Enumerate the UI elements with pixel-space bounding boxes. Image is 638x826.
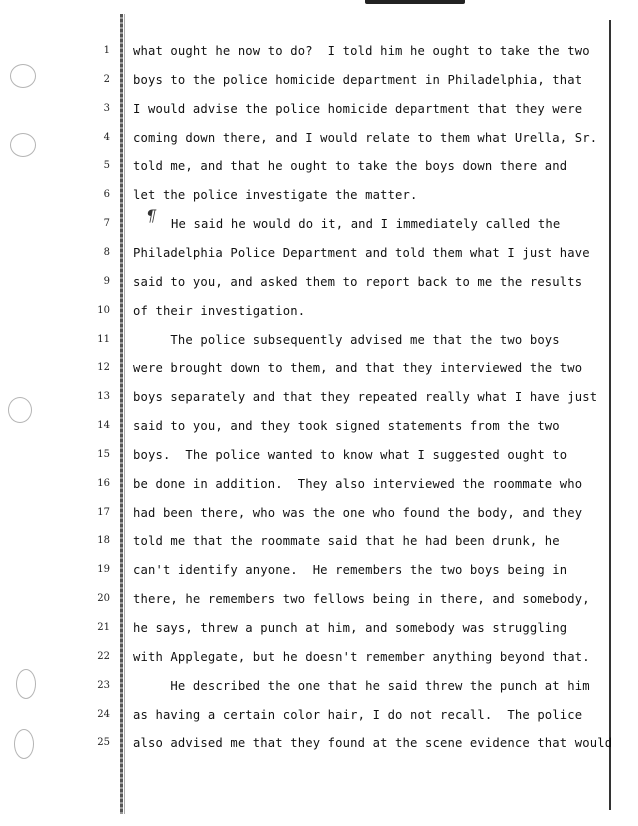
transcript-line: said to you, and asked them to report back to me the results bbox=[133, 274, 583, 289]
line-number: 24 bbox=[97, 708, 110, 720]
transcript-line: let the police investigate the matter. bbox=[133, 188, 418, 203]
transcript-line: I would advise the police homicide department that they were bbox=[133, 101, 583, 116]
handwritten-paragraph-mark: ¶ bbox=[146, 206, 157, 225]
line-number: 20 bbox=[97, 593, 110, 605]
line-number: 14 bbox=[97, 420, 110, 432]
line-number: 17 bbox=[97, 506, 110, 518]
transcript-line: he says, threw a punch at him, and somebody was struggling bbox=[133, 621, 568, 635]
line-number: 1 bbox=[103, 45, 110, 56]
line-number: 12 bbox=[97, 362, 110, 374]
line-number: 9 bbox=[103, 275, 110, 287]
line-number: 15 bbox=[97, 448, 110, 460]
line-number: 25 bbox=[97, 737, 110, 749]
transcript-line: boys to the police homicide department in Philadelphia, that bbox=[133, 72, 583, 87]
line-number: 22 bbox=[97, 650, 110, 662]
transcript-line: be done in addition. They also interviewed the roommate who bbox=[133, 476, 583, 491]
line-number: 19 bbox=[97, 564, 110, 576]
transcript-line: The police subsequently advised me that the two boys bbox=[133, 332, 560, 347]
transcript-line: there, he remembers two fellows being in there, and somebody, bbox=[133, 592, 590, 607]
margin-smudge bbox=[16, 669, 36, 699]
line-number: 6 bbox=[103, 189, 110, 201]
line-number: 8 bbox=[103, 246, 110, 258]
transcript-line: also advised me that they found at the scene evidence that would bbox=[133, 736, 613, 751]
line-number: 7 bbox=[103, 218, 110, 230]
line-number: 3 bbox=[103, 102, 110, 114]
transcript-line: had been there, who was the one who found the body, and they bbox=[133, 505, 583, 520]
line-number: 23 bbox=[97, 679, 110, 691]
line-number: 4 bbox=[103, 131, 110, 143]
line-number: 5 bbox=[103, 160, 110, 172]
transcript-line: as having a certain color hair, I do not recall. The police bbox=[133, 707, 583, 722]
margin-smudge bbox=[8, 397, 32, 423]
line-number: 2 bbox=[103, 73, 110, 85]
line-number: 13 bbox=[97, 391, 110, 403]
transcript-line: of their investigation. bbox=[133, 303, 306, 318]
line-number: 21 bbox=[97, 622, 110, 633]
margin-smudge bbox=[14, 729, 34, 759]
transcript-line: boys. The police wanted to know what I suggested ought to bbox=[133, 447, 568, 462]
transcript-line: told me, and that he ought to take the boys down there and bbox=[133, 159, 568, 174]
transcript-line: what ought he now to do? I told him he ought to take the two bbox=[133, 44, 590, 58]
margin-smudge bbox=[10, 133, 36, 157]
line-number: 11 bbox=[97, 333, 110, 345]
right-margin-rule bbox=[609, 20, 611, 810]
transcript-line: He described the one that he said threw the punch at him bbox=[133, 678, 590, 693]
transcript-line: coming down there, and I would relate to them what Urella, Sr. bbox=[133, 130, 598, 145]
transcript-line: said to you, and they took signed statements from the two bbox=[133, 419, 560, 434]
transcript-line: told me that the roommate said that he had been drunk, he bbox=[133, 534, 560, 549]
transcript-line: Philadelphia Police Department and told them what I just have bbox=[133, 245, 590, 260]
line-number: 16 bbox=[97, 477, 110, 489]
transcript-line: can't identify anyone. He remembers the two boys being in bbox=[133, 563, 568, 578]
transcript-line: boys separately and that they repeated really what I have just bbox=[133, 390, 598, 405]
line-number: 10 bbox=[97, 304, 110, 316]
left-margin-rule bbox=[120, 14, 123, 814]
top-edge-mark bbox=[365, 0, 465, 4]
margin-smudge bbox=[10, 64, 36, 88]
transcript-line: were brought down to them, and that they interviewed the two bbox=[133, 361, 583, 376]
line-number: 18 bbox=[97, 535, 110, 547]
transcript-line: with Applegate, but he doesn't remember anything beyond that. bbox=[133, 649, 590, 664]
transcript-line: He said he would do it, and I immediately called the bbox=[171, 217, 561, 232]
left-margin-rule-inner bbox=[124, 14, 125, 814]
